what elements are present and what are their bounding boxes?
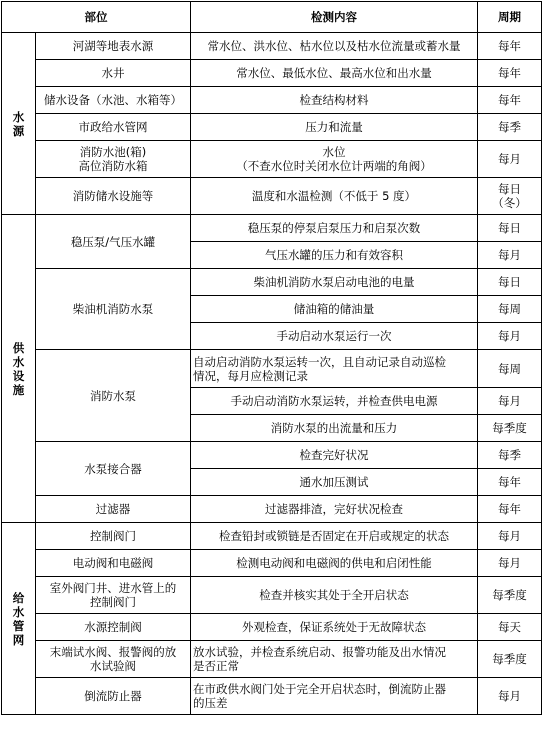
table-row xyxy=(2,141,542,178)
row-content: 稳压泵的停泵启泵压力和启泵次数 xyxy=(191,215,478,242)
header-content: 检测内容 xyxy=(191,2,478,33)
row-period: 每月 xyxy=(478,323,542,350)
row-item: 市政给水管网 xyxy=(36,114,191,141)
row-period: 每日 xyxy=(478,215,542,242)
table-row xyxy=(2,33,542,60)
row-content: 检查完好状况 xyxy=(191,442,478,469)
row-content: 通水加压测试 xyxy=(191,469,478,496)
row-period: 每日 xyxy=(478,269,542,296)
header-row xyxy=(2,2,542,33)
table-row xyxy=(2,215,542,242)
row-period-line: 每日 xyxy=(498,182,521,196)
row-content: 检查结构材料 xyxy=(191,87,478,114)
row-period: 每月 xyxy=(478,388,542,415)
row-period: 每季度 xyxy=(478,577,542,614)
row-content: 储油箱的储油量 xyxy=(191,296,478,323)
table-row xyxy=(2,641,542,678)
row-content: 外观检查，保证系统处于无故障状态 xyxy=(191,614,478,641)
row-period: 每周 xyxy=(478,350,542,388)
table-row xyxy=(2,269,542,296)
row-content: 柴油机消防水泵启动电池的电量 xyxy=(191,269,478,296)
row-item xyxy=(36,641,191,678)
row-period xyxy=(478,178,542,215)
row-period: 每季度 xyxy=(478,415,542,442)
row-period: 每年 xyxy=(478,33,542,60)
row-item: 电动阀和电磁阀 xyxy=(36,550,191,577)
group-label-water-source: 水 源 xyxy=(2,33,36,215)
row-content-line: 自动启动消防水泵运转一次，且自动记录自动巡检 xyxy=(193,354,446,369)
row-content: 检查并核实其处于全开启状态 xyxy=(191,577,478,614)
row-item-line: 控制阀门 xyxy=(90,595,136,609)
inspection-table xyxy=(1,1,542,715)
table-row xyxy=(2,350,542,388)
row-period: 每季 xyxy=(478,442,542,469)
row-period-line: （冬） xyxy=(492,196,527,210)
row-period: 每月 xyxy=(478,678,542,715)
row-content-line: 是否正常 xyxy=(193,659,239,673)
row-content: 压力和流量 xyxy=(191,114,478,141)
row-item: 稳压泵/气压水罐 xyxy=(36,215,191,269)
row-item xyxy=(36,577,191,614)
row-content: 过滤器排渣，完好状况检查 xyxy=(191,496,478,523)
table-row xyxy=(2,60,542,87)
table-row xyxy=(2,550,542,577)
row-period: 每月 xyxy=(478,141,542,178)
group-label-pipe-network: 给 水 管 网 xyxy=(2,523,36,715)
row-item: 消防水泵 xyxy=(36,350,191,442)
table-row xyxy=(2,577,542,614)
row-item: 消防储水设施等 xyxy=(36,178,191,215)
row-item: 倒流防止器 xyxy=(36,678,191,715)
row-content xyxy=(191,350,478,388)
row-item: 过滤器 xyxy=(36,496,191,523)
table-row xyxy=(2,523,542,550)
row-item: 柴油机消防水泵 xyxy=(36,269,191,350)
row-item: 储水设备（水池、水箱等） xyxy=(36,87,191,114)
row-content xyxy=(191,141,478,178)
row-period: 每天 xyxy=(478,614,542,641)
row-period: 每季 xyxy=(478,114,542,141)
row-item: 水源控制阀 xyxy=(36,614,191,641)
row-item-line: 消防水池(箱) xyxy=(79,145,147,159)
row-item: 河湖等地表水源 xyxy=(36,33,191,60)
row-content-line: 的压差 xyxy=(193,696,228,710)
header-period: 周期 xyxy=(478,2,542,33)
table-row xyxy=(2,442,542,469)
row-content xyxy=(191,641,478,678)
group-label-supply-facilities: 供 水 设 施 xyxy=(2,215,36,523)
row-content: 手动启动消防水泵运转，并检查供电电源 xyxy=(191,388,478,415)
row-period: 每年 xyxy=(478,496,542,523)
row-period: 每月 xyxy=(478,550,542,577)
row-content: 温度和水温检测（不低于 5 度） xyxy=(191,178,478,215)
row-period: 每月 xyxy=(478,242,542,269)
row-content: 手动启动水泵运行一次 xyxy=(191,323,478,350)
row-item: 水井 xyxy=(36,60,191,87)
header-part: 部位 xyxy=(2,2,191,33)
row-period: 每年 xyxy=(478,87,542,114)
row-content: 消防水泵的出流量和压力 xyxy=(191,415,478,442)
row-item-line: 水试验阀 xyxy=(90,659,136,673)
row-item-line: 室外阀门井、进水管上的 xyxy=(49,581,177,595)
row-period: 每季度 xyxy=(478,641,542,678)
table-row xyxy=(2,496,542,523)
row-content-line: 情况，每月应检测记录 xyxy=(193,368,308,383)
row-content-line: （不查水位时关闭水位计两端的角阀） xyxy=(236,159,432,173)
row-content-line: 在市政供水阀门处于完全开启状态时，倒流防止器 xyxy=(193,682,446,696)
row-period: 每年 xyxy=(478,60,542,87)
table-row xyxy=(2,87,542,114)
row-item: 水泵接合器 xyxy=(36,442,191,496)
table-row xyxy=(2,178,542,215)
row-period: 每周 xyxy=(478,296,542,323)
row-item-line: 末端试水阀、报警阀的放 xyxy=(49,645,177,659)
row-item-line: 高位消防水箱 xyxy=(78,159,148,173)
row-content: 常水位、洪水位、枯水位以及枯水位流量或蓄水量 xyxy=(191,33,478,60)
row-content: 常水位、最低水位、最高水位和出水量 xyxy=(191,60,478,87)
row-period: 每年 xyxy=(478,469,542,496)
row-item xyxy=(36,141,191,178)
row-content: 气压水罐的压力和有效容积 xyxy=(191,242,478,269)
table-row xyxy=(2,114,542,141)
table-row xyxy=(2,678,542,715)
row-content xyxy=(191,678,478,715)
row-item: 控制阀门 xyxy=(36,523,191,550)
row-content: 检查铅封或锁链是否固定在开启或规定的状态 xyxy=(191,523,478,550)
row-content: 检测电动阀和电磁阀的供电和启闭性能 xyxy=(191,550,478,577)
table-row xyxy=(2,614,542,641)
row-content-line: 放水试验，并检查系统启动、报警功能及出水情况 xyxy=(193,645,446,659)
row-period: 每月 xyxy=(478,523,542,550)
row-content-line: 水位 xyxy=(322,145,346,159)
